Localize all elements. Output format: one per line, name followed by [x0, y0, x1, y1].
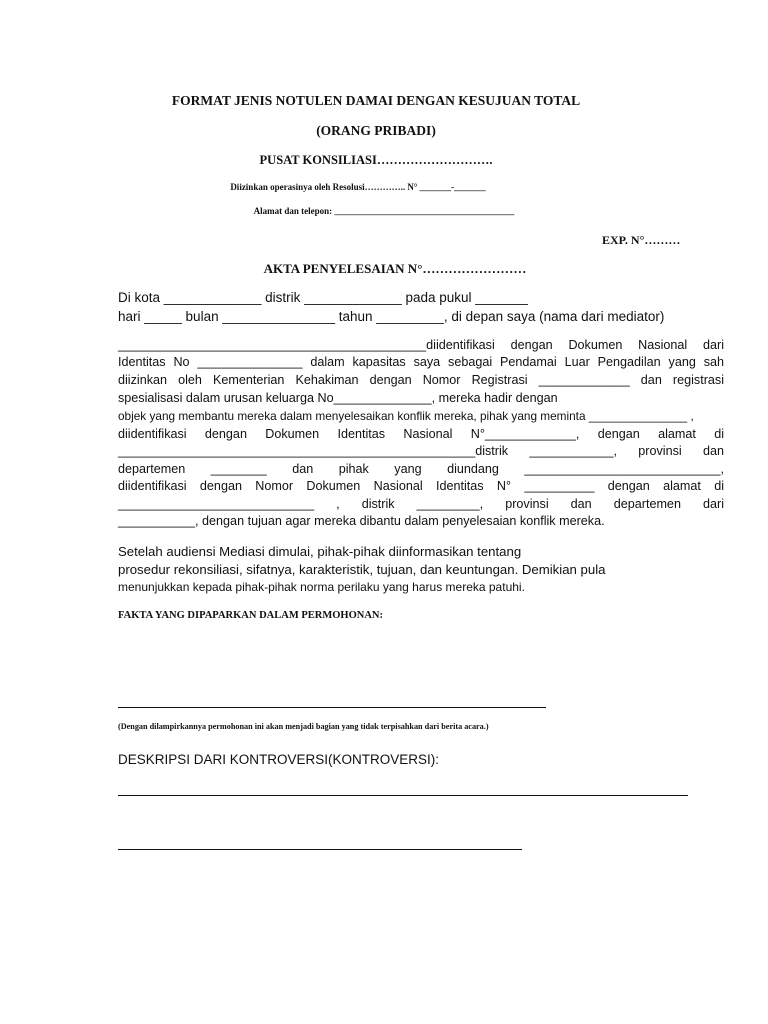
session-line-1: Setelah audiensi Mediasi dimulai, pihak-pihak diinformasikan tentang: [118, 544, 522, 559]
authorization-line: Diizinkan operasinya oleh Resolusi………….. N° _______-_______: [230, 182, 486, 192]
body-line: diidentifikasi dengan Dokumen Identitas Nasional N°_____________, dengan alamat di: [118, 427, 724, 441]
opening-line-1: Di kota _____________ distrik _____________ pada pukul _______: [118, 290, 528, 305]
body-line: Identitas No _______________ dalam kapasitas saya sebagai Pendamai Luar Pengadilan yang sah: [118, 355, 724, 369]
opening-line-2: hari _____ bulan _______________ tahun _________, di depan saya (nama dari mediator): [118, 309, 665, 324]
address-phone-line: Alamat dan telepon: ________________________________________: [253, 206, 515, 216]
document-title: FORMAT JENIS NOTULEN DAMAI DENGAN KESUJUAN TOTAL: [171, 93, 581, 108]
body-line: spesialisasi dalam urusan keluarga No______________, mereka hadir dengan: [118, 391, 558, 405]
body-line: objek yang membantu mereka dalam menyelesaikan konflik mereka, pihak yang meminta _______________ ,: [118, 409, 694, 423]
controversy-heading: DESKRIPSI DARI KONTROVERSI(KONTROVERSI):: [118, 752, 440, 767]
body-line: diizinkan oleh Kementerian Kehakiman dengan Nomor Registrasi _____________ dan registrasi: [118, 373, 724, 387]
body-line: ___________, dengan tujuan agar mereka dibantu dalam penyelesaian konflik mereka.: [118, 514, 605, 528]
body-line: ___________________________________________________distrik ____________, provinsi dan: [118, 444, 724, 458]
session-line-2: prosedur rekonsiliasi, sifatnya, karakteristik, tujuan, dan keuntungan. Demikian pula: [118, 562, 606, 577]
body-line: ____________________________ , distrik _________, provinsi dan departemen dari: [118, 497, 724, 511]
body-line: departemen ________ dan pihak yang diundang ____________________________,: [118, 462, 724, 476]
facts-heading: FAKTA YANG DIPAPARKAN DALAM PERMOHONAN:: [118, 610, 384, 621]
session-line-3: menunjukkan kepada pihak-pihak norma perilaku yang harus mereka patuhi.: [118, 580, 525, 594]
body-line: diidentifikasi dengan Nomor Dokumen Nasional Identitas N° __________ dengan alamat di: [118, 479, 724, 493]
attachment-note: (Dengan dilampirkannya permohonan ini akan menjadi bagian yang tidak terpisahkan dari berita acara.): [118, 722, 489, 731]
document-subtitle: (ORANG PRIBADI): [316, 123, 436, 138]
facts-answer-line[interactable]: [118, 707, 546, 708]
controversy-answer-line-1[interactable]: [118, 795, 688, 796]
akta-heading: AKTA PENYELESAIAN N°……………………: [263, 261, 527, 276]
conciliation-center-line: PUSAT KONSILIASI……………………….: [259, 153, 493, 167]
controversy-answer-line-2[interactable]: [118, 849, 522, 850]
body-line: ____________________________________________diidentifikasi dengan Dokumen Nasional dari: [118, 338, 724, 352]
exp-number: EXP. N°………: [602, 233, 681, 247]
